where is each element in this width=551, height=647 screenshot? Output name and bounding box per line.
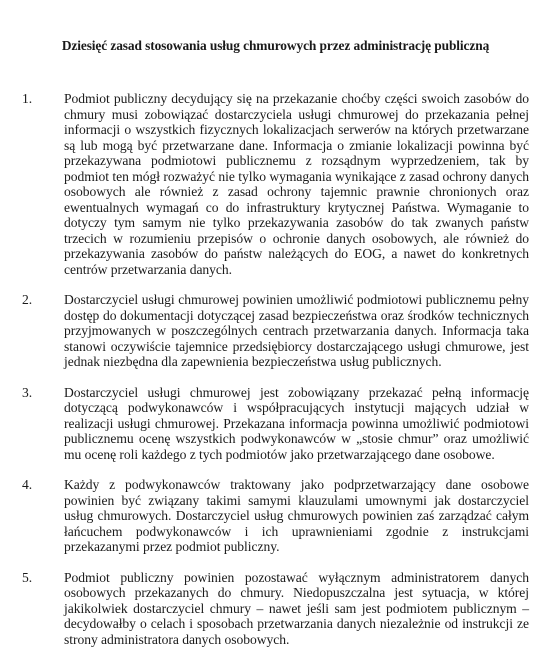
item-text: Dostarczyciel usługi chmurowej jest zobowiązany przekazać pełną informację dotyczącą podwykonawców i współpracujących instytucji mających udział w realizacji usługi chmurowej. Przekazana informacja powinna umożliwić podmiotowi publicznemu ocenę wszystkich podwykonawców w „stosie chmur” oraz umożliwić mu ocenę roli każdego z tych podmiotów jako przetwarzającego dane osobowe.	[64, 385, 529, 463]
list-item	[22, 570, 529, 647]
list-item	[22, 292, 529, 370]
item-number: 4.	[22, 477, 64, 493]
item-text: Podmiot publiczny decydujący się na przekazanie choćby części swoich zasobów do chmury musi zobowiązać dostarczyciela usługi chmurowej do przekazania pełnej informacji o wszystkich fizycznych lokalizacjach serwerów na których przetwarzane są lub mogą być przetwarzane dane. Informacja o zmianie lokalizacji powinna być przekazywana podmiotowi publicznemu z rozsądnym wyprzedzeniem, tak by podmiot ten mógł rozważyć nie tylko wymagania wynikające z zasad ochrony danych osobowych ale również z zasad ochrony tajemnic prawnie chronionych oraz ewentualnych wymagań co do infrastruktury krytycznej Państwa. Wymaganie to dotyczy tym samym nie tylko przekazywania zasobów do tak zwanych państw trzecich w rozumieniu przepisów o ochronie danych osobowych, ale również do przekazywania zasobów do państw należących do EOG, a nawet do konkretnych centrów przetwarzania danych.	[64, 91, 529, 277]
item-text: Dostarczyciel usługi chmurowej powinien umożliwić podmiotowi publicznemu pełny dostęp do dokumentacji dotyczącej zasad bezpieczeństwa oraz środków technicznych przyjmowanych w poszczególnych centrach przetwarzania danych. Informacja taka stanowi oczywiście tajemnice przedsiębiorcy dostarczającego usługi chmurowe, jest jednak niezbędna dla zapewnienia bezpieczeństwa usług publicznych.	[64, 292, 529, 370]
item-number: 5.	[22, 570, 64, 586]
item-number: 2.	[22, 292, 64, 308]
list-item	[22, 91, 529, 277]
list-item	[22, 385, 529, 463]
document-title: Dziesięć zasad stosowania usług chmurowych przez administrację publiczną	[22, 38, 529, 54]
list-item	[22, 477, 529, 555]
principles-list	[22, 91, 529, 647]
item-number: 3.	[22, 385, 64, 401]
item-text: Podmiot publiczny powinien pozostawać wyłącznym administratorem danych osobowych przekazanych do chmury. Niedopuszczalna jest sytuacja, w której jakikolwiek dostarczyciel chmury – nawet jeśli sam jest podmiotem publicznym – decydowałby o celach i sposobach przetwarzania danych niezależnie od instrukcji ze strony administratora danych osobowych.	[64, 570, 529, 647]
item-text: Każdy z podwykonawców traktowany jako podprzetwarzający dane osobowe powinien być związany takimi samymi klauzulami umownymi jak dostarczyciel usług chmurowych. Dostarczyciel usług chmurowych powinien zaś zarządzać całym łańcuchem podwykonawców i ich uprawnieniami zgodnie z instrukcjami przekazanymi przez podmiot publiczny.	[64, 477, 529, 555]
item-number: 1.	[22, 91, 64, 107]
